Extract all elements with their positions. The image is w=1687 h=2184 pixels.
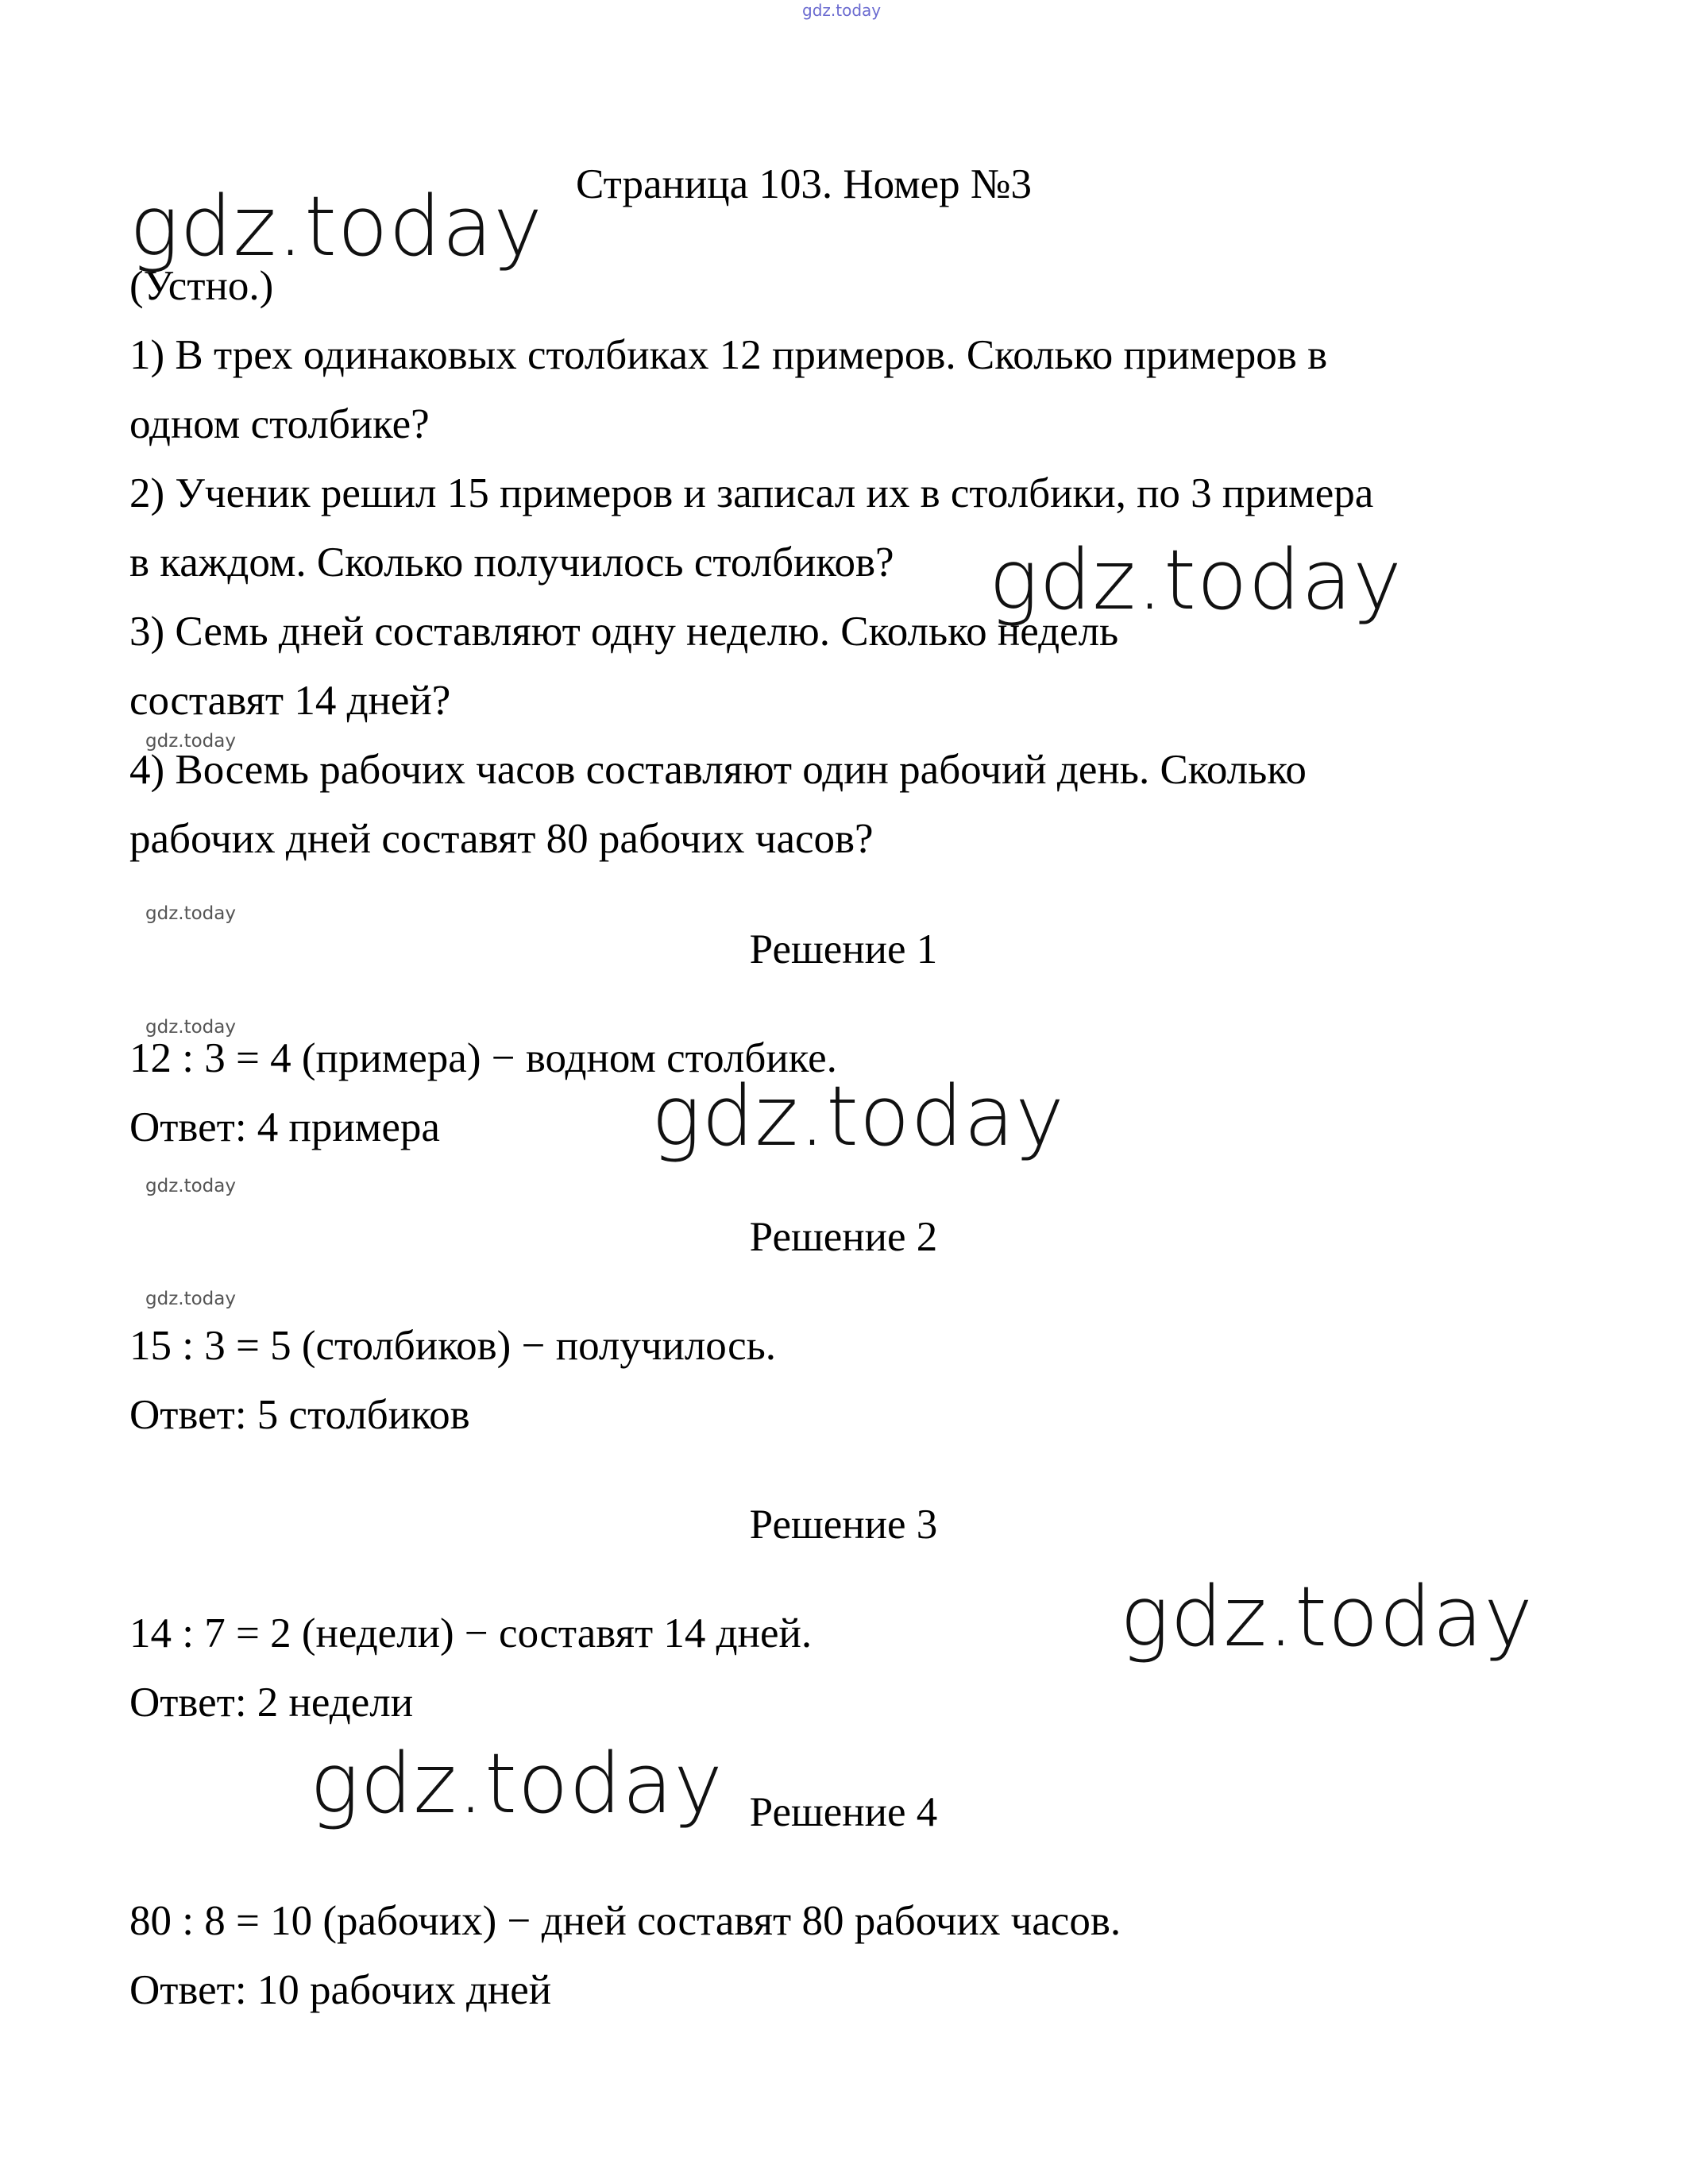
watermark-small: gdz.today <box>145 1289 236 1309</box>
watermark-logo: gdz.today <box>310 1735 724 1832</box>
task-line: 3) Семь дней составляют одну неделю. Сколько недель <box>129 609 1119 655</box>
watermark-logo: gdz.today <box>651 1068 1065 1165</box>
solution-answer: Ответ: 5 столбиков <box>129 1392 470 1438</box>
solution-answer: Ответ: 4 примера <box>129 1104 440 1150</box>
solution-answer: Ответ: 10 рабочих дней <box>129 1967 552 2013</box>
watermark-small: gdz.today <box>145 731 236 752</box>
solution-heading: Решение 3 <box>749 1502 938 1548</box>
watermark-logo: gdz.today <box>989 532 1403 628</box>
task-line: 1) В трех одинаковых столбиках 12 примеров. Сколько примеров в <box>129 332 1328 378</box>
watermark-small: gdz.today <box>145 903 236 924</box>
watermark-logo: gdz.today <box>1120 1568 1534 1665</box>
task-line: 4) Восемь рабочих часов составляют один рабочий день. Сколько <box>129 747 1307 793</box>
solution-heading: Решение 1 <box>749 926 938 972</box>
watermark-small: gdz.today <box>145 1176 236 1196</box>
task-line: составят 14 дней? <box>129 678 451 724</box>
task-line: рабочих дней составят 80 рабочих часов? <box>129 816 874 862</box>
top-watermark: gdz.today <box>802 1 882 20</box>
solution-answer: Ответ: 2 недели <box>129 1680 414 1726</box>
page-title: Страница 103. Номер №3 <box>576 161 1032 207</box>
solution-equation: 14 : 7 = 2 (недели) − составят 14 дней. <box>129 1610 813 1656</box>
solution-heading: Решение 4 <box>749 1789 938 1835</box>
task-line: одном столбике? <box>129 401 430 447</box>
task-note: (Устно.) <box>129 263 274 309</box>
solution-equation: 15 : 3 = 5 (столбиков) − получилось. <box>129 1323 777 1369</box>
solution-equation: 12 : 3 = 4 (примера) − водном столбике. <box>129 1035 837 1081</box>
task-line: в каждом. Сколько получилось столбиков? <box>129 539 894 586</box>
watermark-small: gdz.today <box>145 1017 236 1038</box>
watermark-logo: gdz.today <box>129 178 543 275</box>
task-line: 2) Ученик решил 15 примеров и записал их в столбики, по 3 примера <box>129 470 1374 516</box>
solution-heading: Решение 2 <box>749 1214 938 1260</box>
solution-equation: 80 : 8 = 10 (рабочих) − дней составят 80 рабочих часов. <box>129 1898 1121 1944</box>
